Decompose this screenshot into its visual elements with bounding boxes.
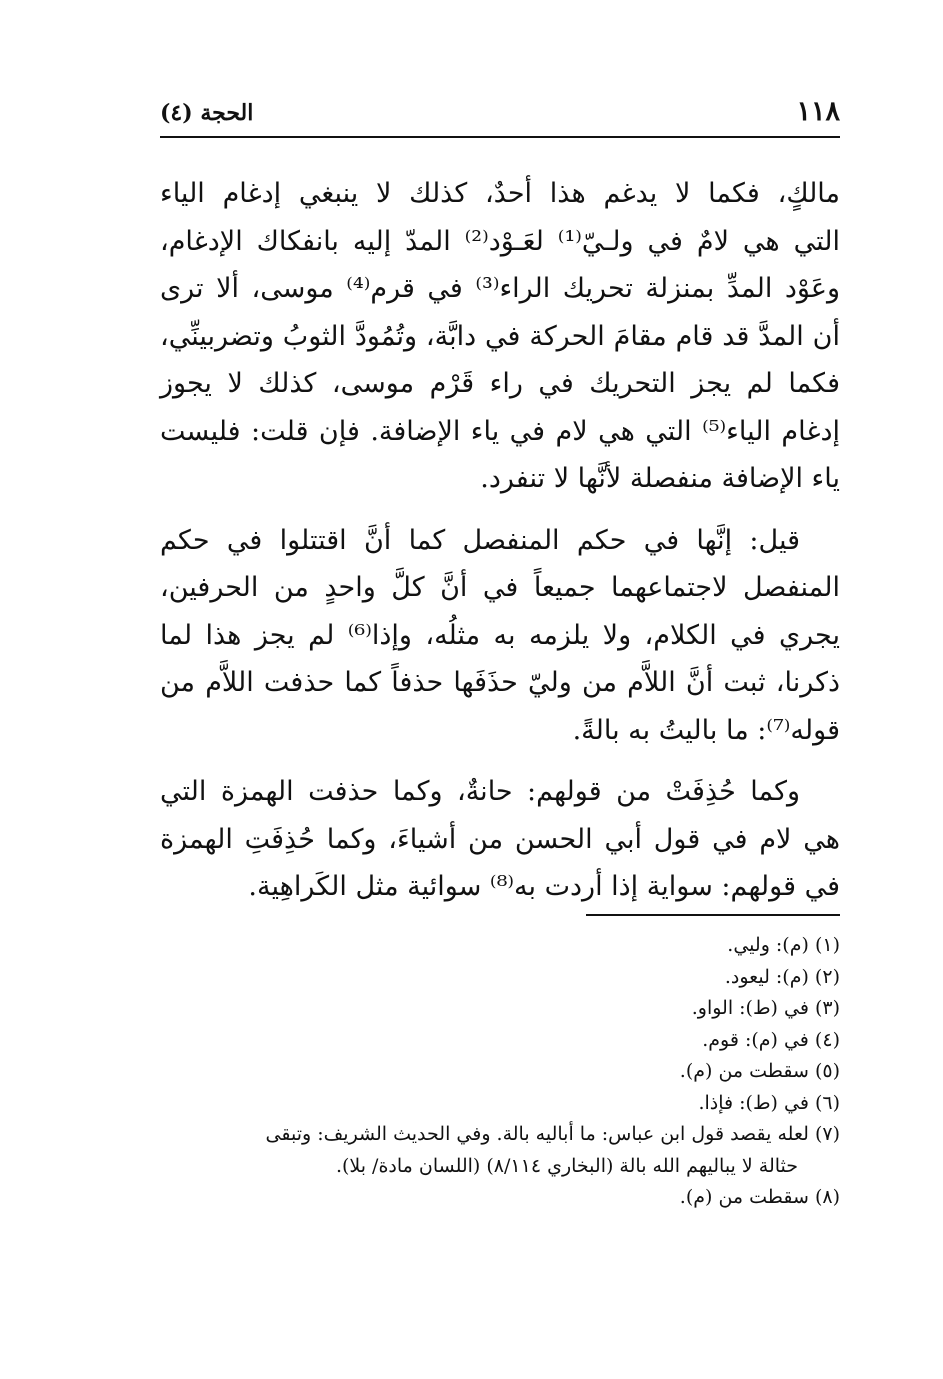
text-line: قوله⁽⁷⁾: ما باليتُ به بالةً. (572, 714, 840, 746)
text-line: ياء الإضافة منفصلة لأنَّها لا تنفرد. (480, 463, 840, 494)
text-line: قيل: إنَّها في حكم المنفصل كما أنَّ اقتتلوا في حكم (160, 524, 800, 556)
text-line: وعَوْد المدِّ بمنزلة تحريك الراء⁽³⁾ في قرم⁽⁴⁾ موسى، ألا ترى (160, 273, 840, 304)
footnote: (٥) سقطت من (م). (679, 1060, 840, 1082)
text-line: التي هي لامٌ في ولـيّ⁽¹⁾ لعَـوْد⁽²⁾ المدّ إليه بانفكاك الإدغام، (160, 225, 840, 257)
text-line: يجري في الكلام، ولا يلزمه به مثلُه، وإذا⁽⁶⁾ لم يجز هذا لما (160, 619, 840, 651)
footnotes (160, 930, 840, 1214)
text-line: مالكٍ، فكما لا يدغم هذا أحدٌ، كذلك لا ينبغي إدغام الياء (160, 178, 840, 209)
text-line: في قولهم: سواية إذا أردت به⁽⁸⁾ سوائية مثل الكَراهِية. (248, 871, 840, 902)
footnote: (٦) في (ط): فإذا. (698, 1091, 840, 1114)
footnote-continuation: حثالة لا يباليهم الله بالة (البخاري ٨/١١٤) (اللسان مادة/ بلا). (335, 1154, 798, 1177)
footnote: (١) (م): وليي. (727, 934, 840, 956)
text-line: أن المدَّ قد قام مقامَ الحركة في دابَّة، وتُمُودَّ الثوبُ وتضربينِّي، (160, 320, 840, 352)
book-page (160, 0, 840, 1379)
footnote: (٨) سقطت من (م). (679, 1186, 840, 1208)
paragraph-3 (160, 768, 840, 911)
running-title: الحجة (٤) (160, 100, 254, 126)
text-line: إدغام الياء⁽⁵⁾ التي هي لام في ياء الإضافة. فإن قلت: فليست (160, 415, 841, 447)
text-line: المنفصل لاجتماعهما جميعاً في أنَّ كلَّ واحدٍ من الحرفين، (160, 572, 840, 603)
main-text (160, 170, 840, 925)
footnote: (٧) لعله يقصد قول ابن عباس: ما أباليه بالة. وفي الحديث الشريف: وتبقى (265, 1123, 840, 1145)
text-line: فكما لم يجز التحريك في راء قَرْم موسى، كذلك لا يجوز (160, 368, 840, 399)
footnote: (٤) في (م): قوم. (702, 1028, 840, 1051)
page-number: ١١٨ (796, 96, 840, 127)
footnote: (٢) (م): ليعود. (724, 965, 840, 988)
paragraph-2 (160, 517, 840, 755)
footnote-separator (586, 914, 840, 916)
text-line: وكما حُذِفَتْ من قولهم: حانةٌ، وكما حذفت الهمزة التي (160, 776, 800, 807)
text-line: هي لام في قول أبي الحسن من أشياءَ، وكما حُذِفَتِ الهمزة (160, 823, 840, 855)
paragraph-1 (160, 170, 840, 503)
page-header (160, 92, 840, 138)
text-line: ذكرنا، ثبت أنَّ اللاَّم من وليّ حذَفَها حذفاً كما حذفت اللاَّم من (160, 667, 840, 698)
footnote: (٣) في (ط): الواو. (691, 997, 840, 1019)
